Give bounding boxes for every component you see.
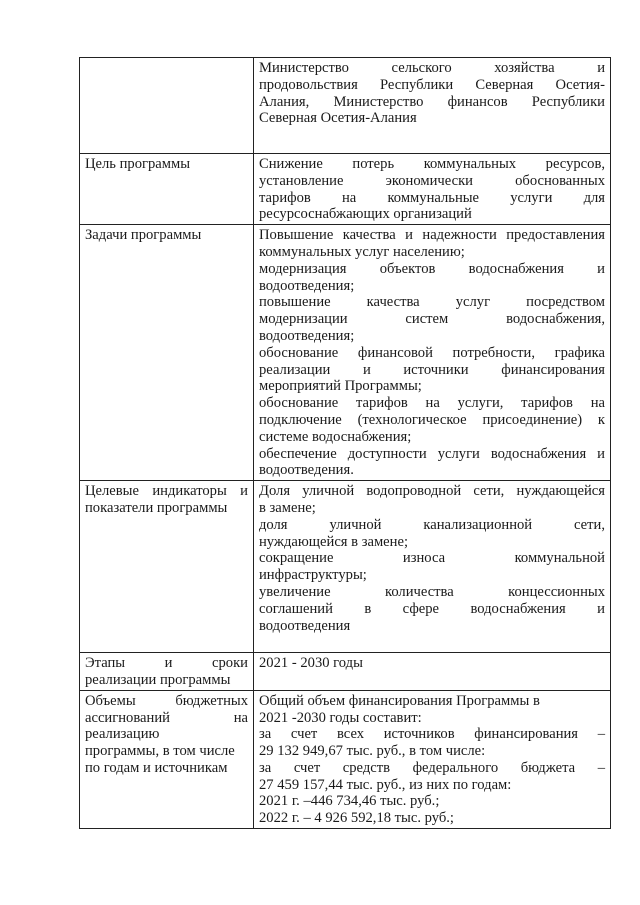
label-line: Задачи программы [85, 227, 202, 244]
responsible-executors-value [254, 58, 611, 154]
row-label-empty [80, 58, 254, 154]
text-line: водоотведения. [259, 462, 354, 479]
text-line: доля уличной канализационной сети, [259, 516, 605, 533]
label-line: по годам и источникам [85, 759, 228, 776]
text-line: обоснование тарифов на услуги, тарифов на [259, 395, 605, 412]
row-label-stages [80, 653, 254, 691]
text-line: за счет средств федерального бюджета – [259, 759, 605, 776]
goal-value [254, 154, 611, 225]
table-row [80, 225, 611, 481]
label-line: программы, в том числе [85, 743, 235, 760]
text-line: Доля уличной водопроводной сети, нуждающейся [259, 483, 605, 500]
text-line: модернизации систем водоснабжения, [259, 311, 605, 328]
text-line: водоотведения [259, 617, 351, 634]
text-line: 29 132 949,67 тыс. руб., в том числе: [259, 743, 486, 760]
text-line: обеспечение доступности услуги водоснабжения и [259, 445, 605, 462]
text-line: сокращение износа коммунальной [259, 550, 605, 567]
row-label-goal [80, 154, 254, 225]
text-line: Общий объем финансирования Программы в [259, 692, 540, 709]
text-line: тарифов на коммунальные услуги для [259, 189, 605, 206]
text-line: модернизация объектов водоснабжения и [259, 260, 605, 277]
row-label-indicators [80, 481, 254, 653]
label-line: реализации программы [85, 671, 231, 688]
text-line: инфраструктуры; [259, 567, 367, 584]
text-line: Алания, Министерство финансов Республики [259, 93, 605, 110]
text-line: установление экономически обоснованных [259, 172, 605, 189]
text-line: водоотведения; [259, 327, 355, 344]
text-line: нуждающейся в замене; [259, 533, 409, 550]
table-row [80, 481, 611, 653]
label-line: Цель программы [85, 156, 191, 172]
table-row [80, 154, 611, 225]
table-row [80, 58, 611, 154]
label-line: Объемы бюджетных [85, 692, 248, 709]
text-line: мероприятий Программы; [259, 378, 422, 395]
text-line: за счет всех источников финансирования – [259, 726, 605, 743]
text-line: продовольствия Республики Северная Осетия- [259, 76, 605, 93]
text-line: 2021 г. –446 734,46 тыс. руб.; [259, 793, 440, 810]
row-label-funding [80, 690, 254, 828]
text-line: 2021 - 2030 годы [259, 655, 363, 672]
table-row [80, 690, 611, 828]
text-line [259, 634, 605, 651]
text-line: Министерство сельского хозяйства и [259, 60, 605, 76]
text-line: соглашений в сфере водоснабжения и [259, 600, 605, 617]
label-line: Этапы и сроки [85, 655, 248, 672]
table-row [80, 653, 611, 691]
text-line: 27 459 157,44 тыс. руб., из них по годам: [259, 776, 512, 793]
text-line: реализации и источники финансирования [259, 361, 605, 378]
funding-value [254, 690, 611, 828]
text-line: системе водоснабжения; [259, 428, 412, 445]
text-line: обоснование финансовой потребности, графика [259, 344, 605, 361]
text-line: Повышение качества и надежности предоставления [259, 227, 605, 244]
text-line: 2021 -2030 годы составит: [259, 709, 422, 726]
label-line: ассигнований на [85, 709, 248, 726]
indicators-value [254, 481, 611, 653]
text-line: Северная Осетия-Алания [259, 110, 417, 127]
text-line: Снижение потерь коммунальных ресурсов, [259, 156, 605, 172]
text-line: водоотведения; [259, 277, 355, 294]
text-line: коммунальных услуг населению; [259, 243, 465, 260]
text-line: увеличение количества концессионных [259, 583, 605, 600]
program-passport-table [79, 57, 611, 829]
label-line: показатели программы [85, 499, 228, 516]
text-line: повышение качества услуг посредством [259, 294, 605, 311]
stages-value [254, 653, 611, 691]
text-line: ресурсоснабжающих организаций [259, 206, 472, 223]
text-line: в замене; [259, 499, 316, 516]
text-line: 2022 г. – 4 926 592,18 тыс. руб.; [259, 810, 454, 827]
label-line: Целевые индикаторы и [85, 483, 248, 500]
tasks-value [254, 225, 611, 481]
row-label-tasks [80, 225, 254, 481]
label-line: реализацию [85, 726, 160, 743]
text-line: подключение (технологическое присоединение) к [259, 411, 605, 428]
